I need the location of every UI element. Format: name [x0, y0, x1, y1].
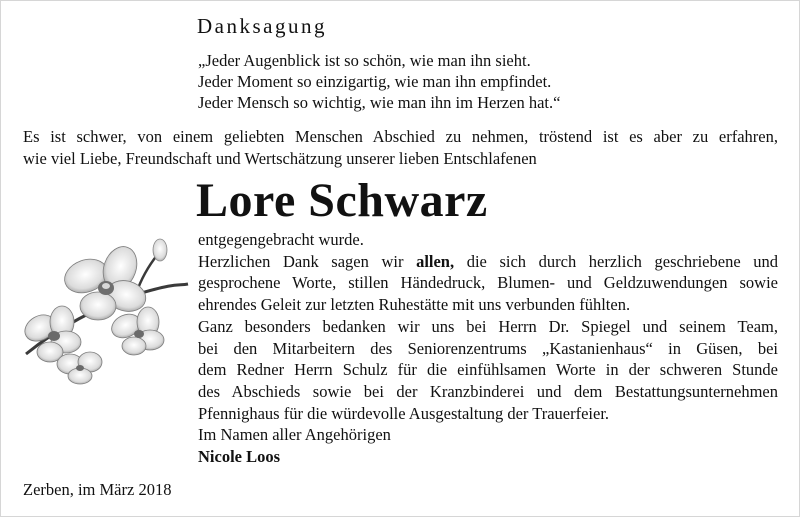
quote-line: Jeder Moment so einzigartig, wie man ihn empfindet. — [198, 72, 552, 91]
intro-line: wie viel Liebe, Freundschaft und Wertschätzung unserer lieben Entschlafenen — [23, 148, 537, 168]
body-line: ehrendes Geleit zur letzten Ruhestätte mit uns verbunden fühlten. — [198, 295, 631, 315]
quote-line: Jeder Mensch so wichtig, wie man ihn im Herzen hat.“ — [198, 93, 561, 112]
signer-name: Nicole Loos — [198, 446, 281, 466]
quote-block — [198, 50, 738, 113]
closing-line: Im Namen aller Angehörigen — [198, 425, 391, 444]
deceased-name: Lore Schwarz — [196, 174, 488, 227]
body-line: dem Redner Herrn Schulz für die einfühlsamen Worte in der schweren Stunde — [198, 360, 778, 380]
orchid-flower-icon — [18, 236, 190, 388]
body-line: des Abschieds sowie bei der Kranzbinderei und dem Bestattungsunternehmen — [198, 381, 778, 401]
thanks-emphasis: allen, — [416, 251, 455, 271]
thanks-body — [198, 229, 778, 424]
body-line: bei den Mitarbeitern des Seniorenzentrums „Kastanienhaus“ in Güsen, bei — [198, 338, 778, 358]
body-line-thanks — [198, 251, 778, 273]
body-line: Pfennighaus für die würdevolle Ausgestaltung der Trauerfeier. — [198, 403, 610, 423]
closing-block — [198, 424, 598, 467]
thanks-text: Herzlichen Dank sagen wir — [198, 251, 417, 271]
notice-heading: Danksagung — [197, 14, 327, 38]
body-line: gesprochene Worte, stillen Händedruck, Blumen- und Geldzuwendungen sowie — [198, 273, 778, 293]
body-line: entgegengebracht wurde. — [198, 230, 364, 249]
quote-line: „Jeder Augenblick ist so schön, wie man ihn sieht. — [198, 51, 531, 70]
intro-paragraph — [23, 126, 778, 169]
body-line: Ganz besonders bedanken wir uns bei Herrn Dr. Spiegel und seinem Team, — [198, 316, 778, 336]
intro-line: Es ist schwer, von einem geliebten Menschen Abschied zu nehmen, tröstend ist es aber zu erfahren, — [23, 127, 778, 146]
thanks-text: die sich durch herzlich geschriebene und — [454, 251, 778, 271]
place-date: Zerben, im März 2018 — [23, 480, 172, 499]
